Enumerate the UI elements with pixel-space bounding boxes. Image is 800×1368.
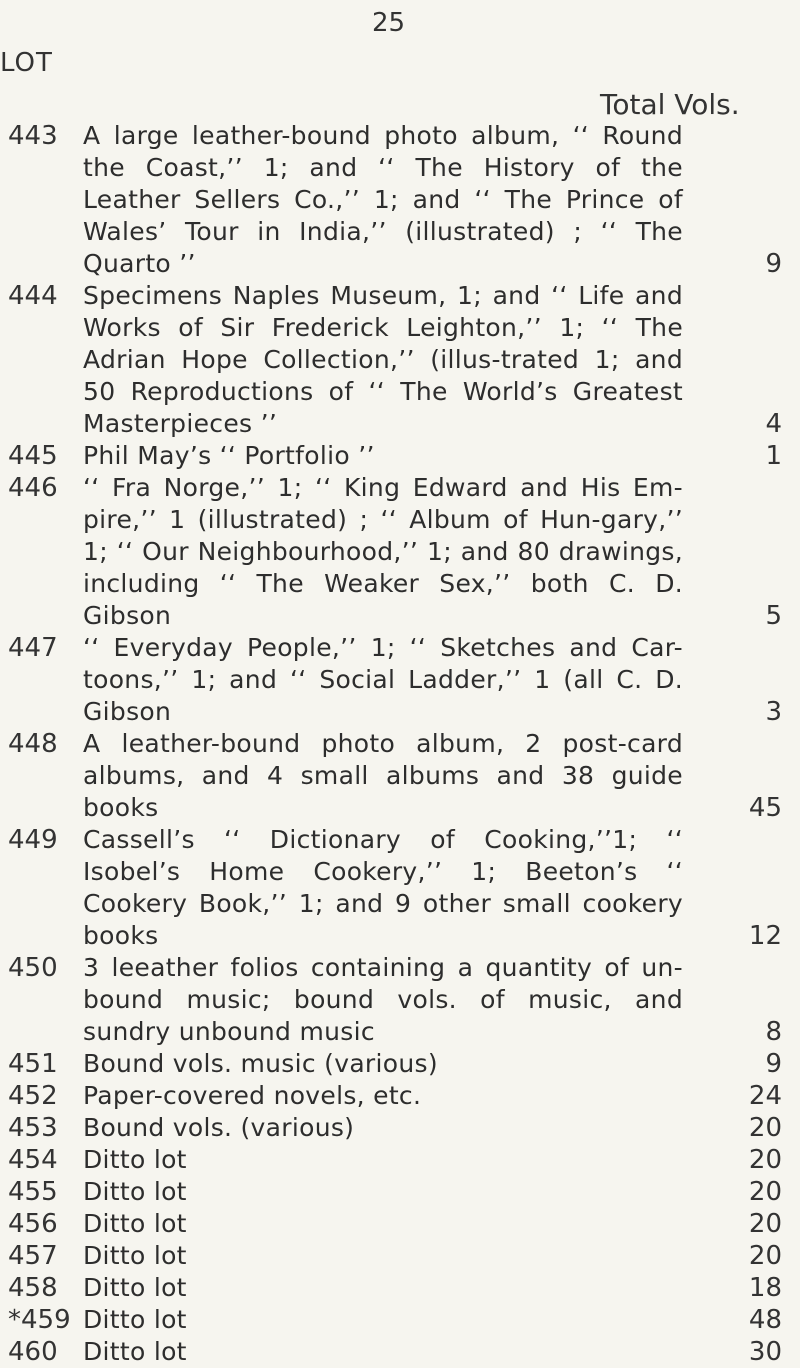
lot-description: Paper-covered novels, etc. xyxy=(83,1081,422,1110)
page-number: 25 xyxy=(372,8,406,38)
lot-number: 445 xyxy=(8,441,58,471)
lot-total-vols: 1 xyxy=(765,441,782,471)
lot-number: 443 xyxy=(8,121,58,151)
lot-description: Ditto lot xyxy=(83,1209,187,1238)
lot-total-vols: 9 xyxy=(765,1049,782,1079)
lot-total-vols: 8 xyxy=(765,1017,782,1047)
lot-number: 454 xyxy=(8,1145,58,1175)
lot-total-vols: 18 xyxy=(748,1273,782,1303)
lot-number: 448 xyxy=(8,729,58,759)
lot-description: A large leather-bound photo album, ‘‘ Round the Coast,’’ 1; and ‘‘ The History of the Leather Sellers Co.,’’ 1; and ‘‘ The Prince of Wales’ Tour in India,’’ (illustrated) ; ‘‘ The Quarto ’’ xyxy=(83,121,683,278)
lot-description: Ditto lot xyxy=(83,1305,187,1334)
lot-total-vols: 20 xyxy=(748,1177,782,1207)
lot-total-vols: 45 xyxy=(748,793,782,823)
lot-description: 3 leeather folios containing a quantity of un-bound music; bound vols. of music, and sundry unbound music xyxy=(83,953,683,1046)
lot-total-vols: 3 xyxy=(765,697,782,727)
lot-description: Bound vols. (various) xyxy=(83,1113,355,1142)
lot-number: 446 xyxy=(8,473,58,503)
lot-number: 449 xyxy=(8,825,58,855)
lot-number: 453 xyxy=(8,1113,58,1143)
lot-description: Cassell’s ‘‘ Dictionary of Cooking,’’1; ‘‘ Isobel’s Home Cookery,’’ 1; Beeton’s ‘‘ Cookery Book,’’ 1; and 9 other small cookery books xyxy=(83,825,683,950)
lot-total-vols: 20 xyxy=(748,1209,782,1239)
lot-total-vols: 4 xyxy=(765,409,782,439)
lot-number: 460 xyxy=(8,1337,58,1367)
lot-total-vols: 20 xyxy=(748,1145,782,1175)
lot-description: Specimens Naples Museum, 1; and ‘‘ Life and Works of Sir Frederick Leighton,’’ 1; ‘‘ The Adrian Hope Collection,’’ (illus-trated 1; and 50 Reproductions of ‘‘ The World’s Greatest Masterpieces ’’ xyxy=(83,281,683,438)
lot-total-vols: 48 xyxy=(748,1305,782,1335)
total-vols-column-header: Total Vols. xyxy=(600,88,740,121)
lot-number: 452 xyxy=(8,1081,58,1111)
lot-description: Ditto lot xyxy=(83,1337,187,1366)
lot-description: A leather-bound photo album, 2 post-card albums, and 4 small albums and 38 guide books xyxy=(83,729,683,822)
lot-number: 447 xyxy=(8,633,58,663)
lot-description: Phil May’s ‘‘ Portfolio ’’ xyxy=(83,441,375,470)
lot-number: 458 xyxy=(8,1273,58,1303)
lot-description: ‘‘ Fra Norge,’’ 1; ‘‘ King Edward and His Em-pire,’’ 1 (illustrated) ; ‘‘ Album of Hun-gary,’’ 1; ‘‘ Our Neighbourhood,’’ 1; and 80 drawings, including ‘‘ The Weaker Sex,’’ both C. D. Gibson xyxy=(83,473,683,630)
lot-number: 456 xyxy=(8,1209,58,1239)
lot-total-vols: 30 xyxy=(748,1337,782,1367)
lot-number: 455 xyxy=(8,1177,58,1207)
lot-number: 444 xyxy=(8,281,58,311)
lot-total-vols: 20 xyxy=(748,1113,782,1143)
lot-description: Ditto lot xyxy=(83,1241,187,1270)
lot-number: 457 xyxy=(8,1241,58,1271)
lot-description: Ditto lot xyxy=(83,1145,187,1174)
lot-number: *459 xyxy=(8,1305,71,1335)
lot-description: Bound vols. music (various) xyxy=(83,1049,438,1078)
lot-total-vols: 24 xyxy=(748,1081,782,1111)
lot-total-vols: 12 xyxy=(748,921,782,951)
lot-total-vols: 20 xyxy=(748,1241,782,1271)
lot-description: ‘‘ Everyday People,’’ 1; ‘‘ Sketches and Car-toons,’’ 1; and ‘‘ Social Ladder,’’ 1 (all C. D. Gibson xyxy=(83,633,683,726)
lot-description: Ditto lot xyxy=(83,1273,187,1302)
lot-column-header: LOT xyxy=(0,48,53,78)
lot-total-vols: 9 xyxy=(765,249,782,279)
lot-total-vols: 5 xyxy=(765,601,782,631)
lot-number: 451 xyxy=(8,1049,58,1079)
lot-description: Ditto lot xyxy=(83,1177,187,1206)
lot-number: 450 xyxy=(8,953,58,983)
